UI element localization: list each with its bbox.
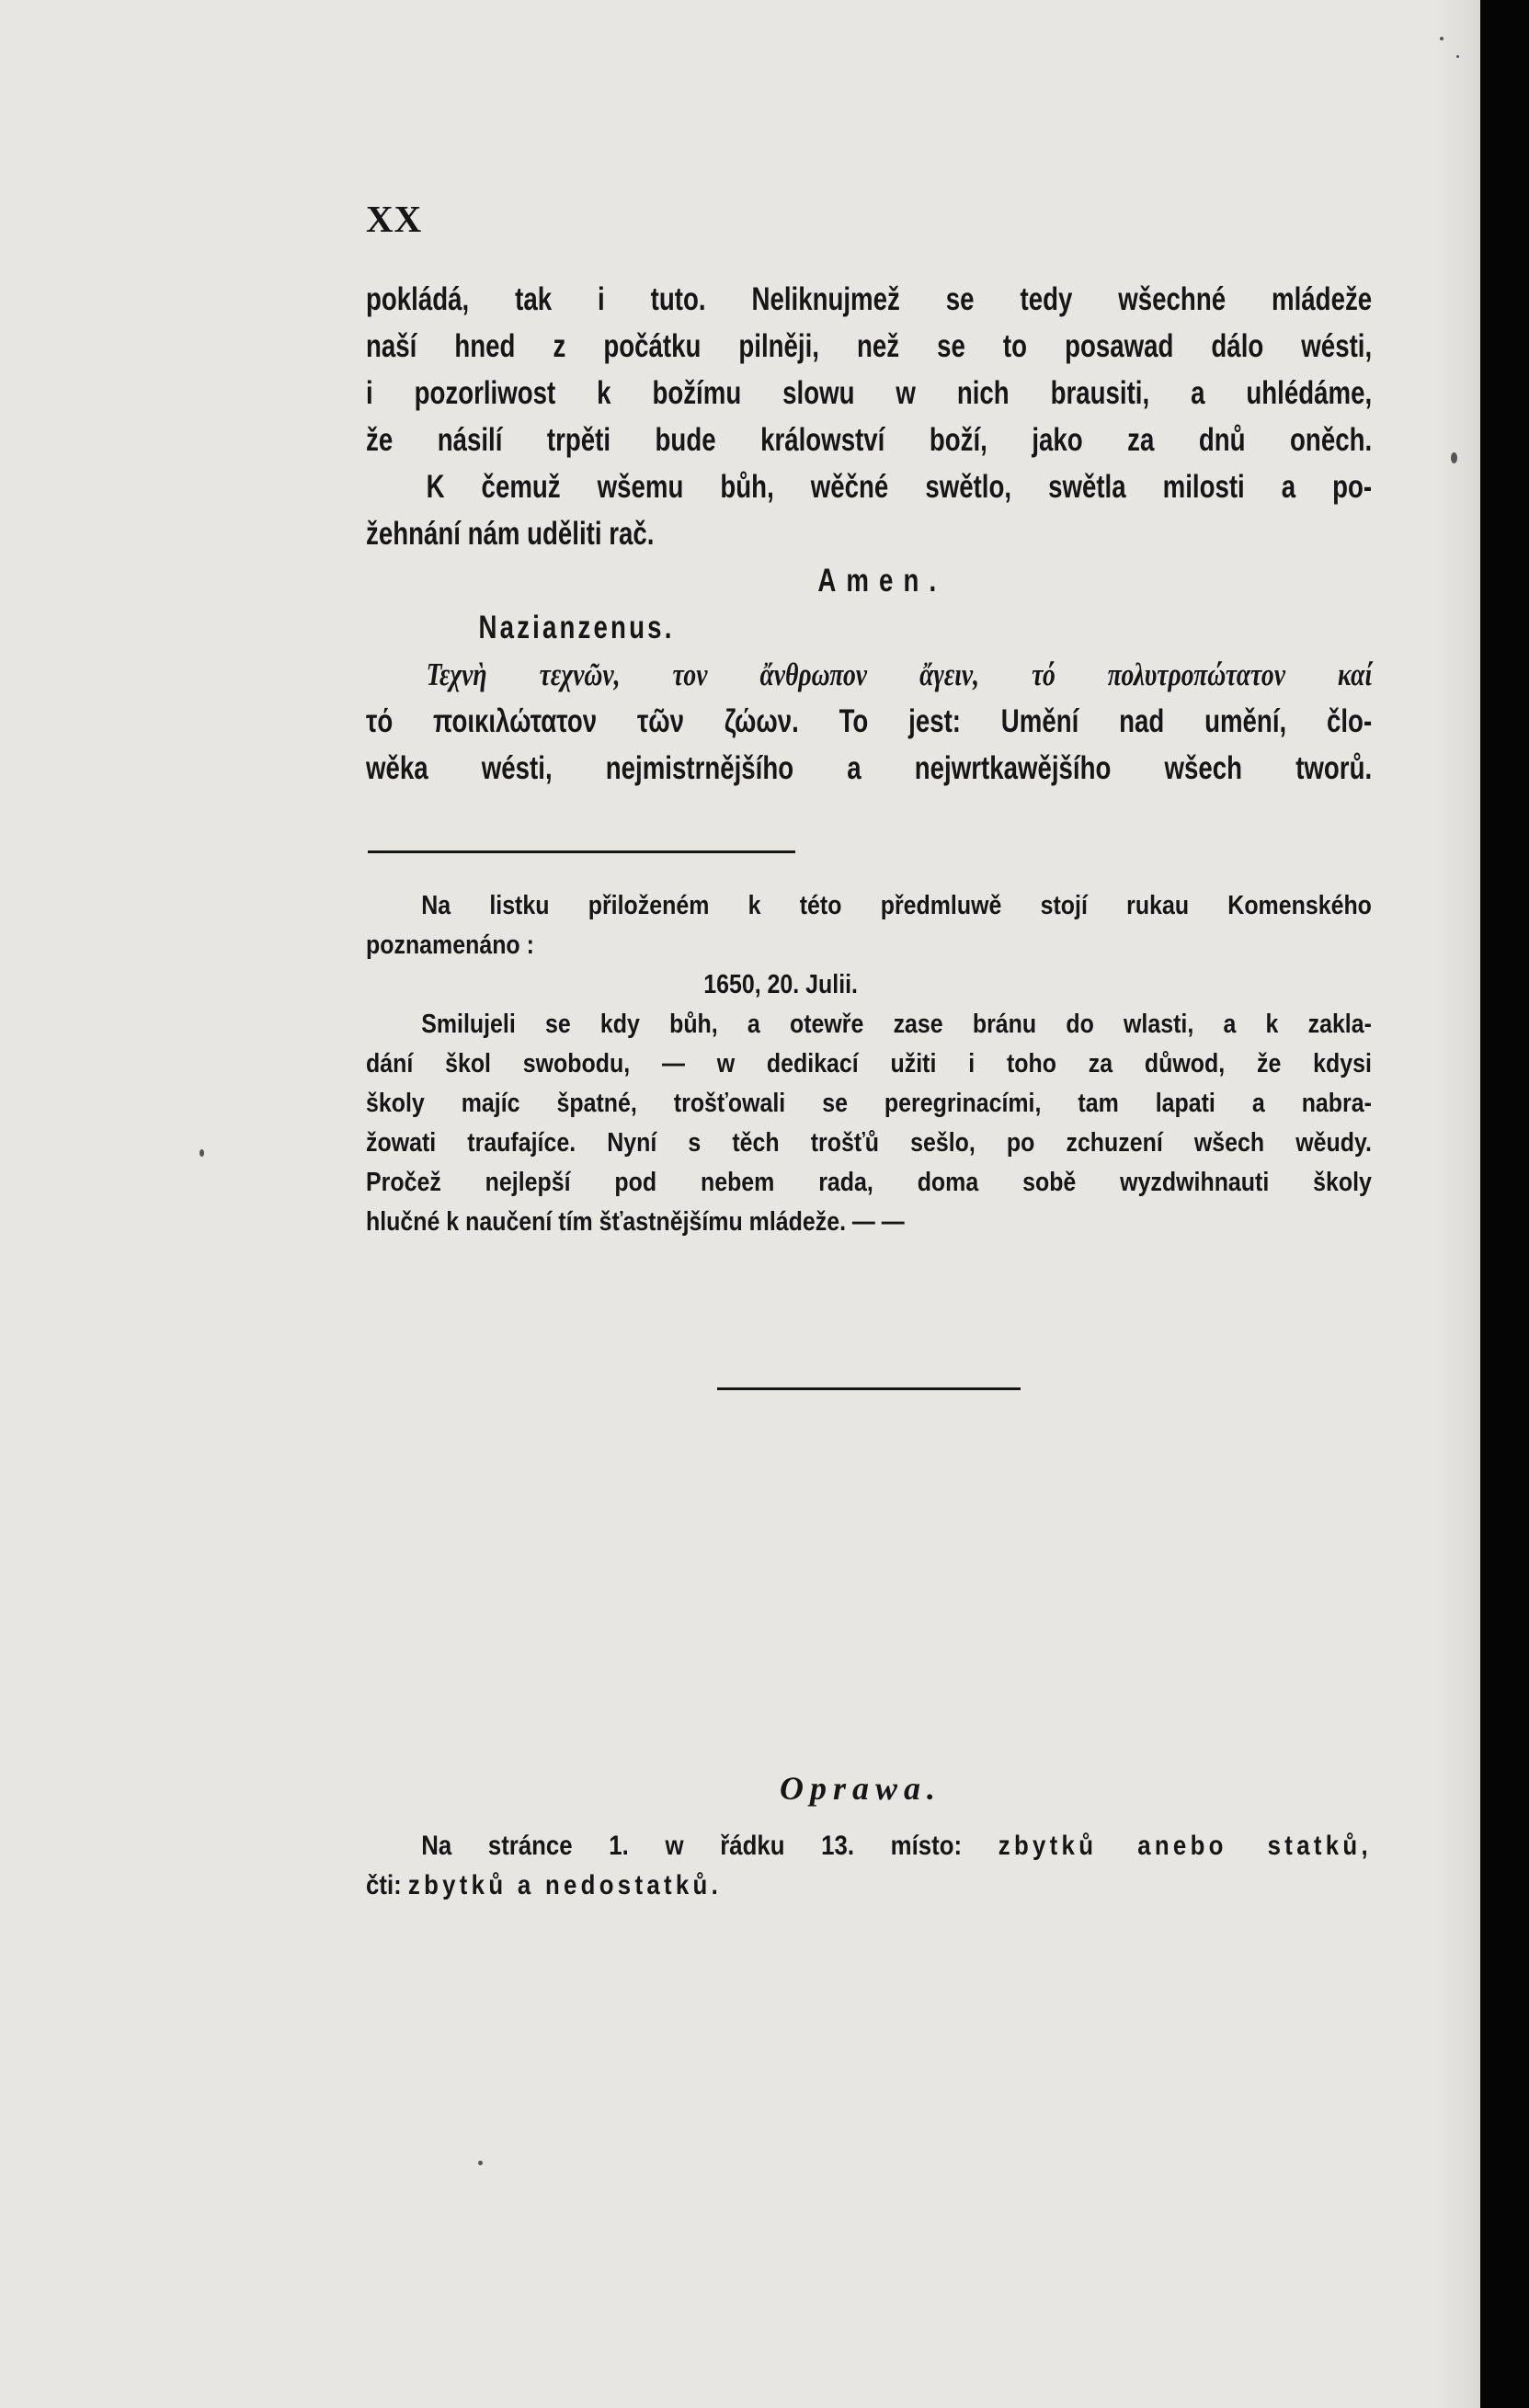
text-line: i pozorliwost k božímu slowu w nich brausiti, a uhlédáme, xyxy=(366,375,1373,411)
text-line: pokládá, tak i tuto. Neliknujmež se tedy wšechné mládeže xyxy=(366,281,1373,317)
scan-speck xyxy=(1456,55,1459,58)
errata-heading: Oprawa. xyxy=(780,1770,942,1807)
note-line: Smilujeli se kdy bůh, a otewře zase bránu do wlasti, a k zakla- xyxy=(421,1010,1372,1039)
text-line: naší hned z počátku pilněji, než se to posawad dálo wésti, xyxy=(366,328,1373,364)
text-line: že násilí trpěti bude králowství boží, jako za dnů oněch. xyxy=(366,422,1373,458)
scan-speck xyxy=(478,2161,483,2165)
errata-text: Na stránce 1. w řádku 13. místo: xyxy=(421,1831,963,1861)
note-line: školy majíc špatné, trošťowali se peregrinacími, tam lapati a nabra- xyxy=(366,1089,1372,1118)
note-line: hlučné k naučení tím šťastnějšímu mládeže. — — xyxy=(366,1207,905,1237)
scan-speck xyxy=(1451,452,1457,463)
scan-border xyxy=(1480,0,1529,2408)
errata-line xyxy=(366,1866,1372,1905)
page-number: XX xyxy=(366,198,423,240)
attribution-heading: Nazianzenus. xyxy=(478,610,675,645)
footnote xyxy=(366,886,1372,1242)
note-line: Pročež nejlepší pod nebem rada, doma sobě wyzdwihnauti školy xyxy=(366,1168,1372,1197)
note-date: 1650, 20. Julii. xyxy=(703,970,858,999)
note-line: poznamenáno : xyxy=(366,930,534,960)
scan-speck xyxy=(1440,37,1443,40)
text-line: τό ποικιλώτατον τῶν ζώων. To jest: Umění nad umění, člo- xyxy=(366,703,1373,739)
page-edge-shadow xyxy=(1434,0,1480,2408)
note-line: žowati traufajíce. Nyní s těch trošťů sešlo, po zchuzení wšech wěudy. xyxy=(366,1128,1372,1158)
errata-text: čti: xyxy=(366,1870,402,1900)
section-rule xyxy=(717,1387,1021,1390)
note-line: Na listku přiloženém k této předmluwě stojí rukau Komenského xyxy=(421,891,1372,920)
note-line: dání škol swobodu, — w dedikací užiti i toho za důwod, že kdysi xyxy=(366,1049,1372,1078)
text-line: žehnání nám uděliti rač. xyxy=(366,516,655,552)
errata-spaced-text: zbytků a nedostatků. xyxy=(407,1870,723,1900)
greek-quote-line: Τεχνὴ τεχνῶν, τον ἄνθρωπον ἄγειν, τό πολυτροπώτατον καί xyxy=(426,656,1373,692)
errata-spaced-text: zbytků anebo statků, xyxy=(998,1831,1372,1861)
errata-line xyxy=(366,1826,1372,1866)
amen-line: Amen. xyxy=(817,563,947,599)
main-text xyxy=(366,276,1372,792)
errata xyxy=(366,1826,1372,1905)
footnote-rule xyxy=(368,850,795,853)
text-line: K čemuž wšemu bůh, wěčné swětlo, swětla milosti a po- xyxy=(426,469,1373,505)
text-line: wěka wésti, nejmistrnějšího a nejwrtkawějšího wšech tworů. xyxy=(366,750,1373,786)
scan-speck xyxy=(200,1149,204,1157)
